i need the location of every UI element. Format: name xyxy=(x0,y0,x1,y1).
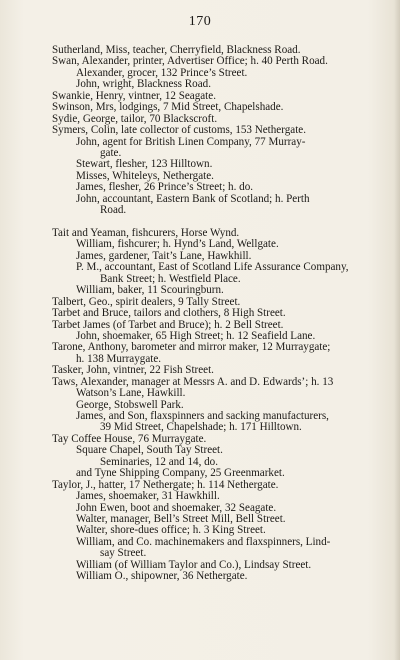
entry-line: Sutherland, Miss, teacher, Cherryfield, Blackness Road. xyxy=(52,44,301,56)
page-number: 170 xyxy=(188,14,212,29)
entry-line: Taylor, J., hatter, 17 Nethergate; h. 114 Nethergate. xyxy=(52,478,279,491)
entry-line: Alexander, grocer, 132 Prince’s Street. xyxy=(76,66,248,79)
entry-line: Misses, Whiteleys, Nethergate. xyxy=(76,169,214,182)
entry-line: William O., shipowner, 36 Nethergate. xyxy=(76,570,248,583)
entry-line: William, fishcurer; h. Hynd’s Land, Wellgate. xyxy=(76,238,279,251)
entry-line: Tait and Yeaman, fishcurers, Horse Wynd. xyxy=(52,227,240,239)
entry-line: Watson’s Lane, Hawkill. xyxy=(76,387,186,400)
entry-line: Swankie, Henry, vintner, 12 Seagate. xyxy=(52,89,216,102)
entry-line: Taws, Alexander, manager at Messrs A. and D. Edwards’; h. 13 xyxy=(52,375,334,388)
entry-line: John, accountant, Eastern Bank of Scotland; h. Perth xyxy=(76,192,310,205)
entry-line: John, wright, Blackness Road. xyxy=(76,78,211,91)
entry-line: Swinson, Mrs, lodgings, 7 Mid Street, Chapelshade. xyxy=(52,101,284,114)
entry-line: Tay Coffee House, 76 Murraygate. xyxy=(52,432,207,445)
entry-line: Bank Street; h. Westfield Place. xyxy=(100,272,241,285)
entry-line: Talbert, Geo., spirit dealers, 9 Tally Street. xyxy=(52,295,241,308)
entry-line: Sydie, George, tailor, 70 Blackscroft. xyxy=(52,112,218,125)
entry-line: John, agent for British Linen Company, 77 Murray- xyxy=(76,135,306,148)
entry-line: 39 Mid Street, Chapelshade; h. 171 Hilltown. xyxy=(100,421,302,434)
entry-line: say Street. xyxy=(100,547,147,560)
entry-line: Road. xyxy=(100,204,127,217)
entry-line: Symers, Colin, late collector of customs, 153 Nethergate. xyxy=(52,124,306,137)
entry-line: Walter, shore-dues office; h. 3 King Street. xyxy=(76,524,266,537)
entry-line: Tarbet James (of Tarbet and Bruce); h. 2 Bell Street. xyxy=(52,318,284,331)
directory-entries xyxy=(52,45,388,583)
entry-line: James, and Son, flaxspinners and sacking manufacturers, xyxy=(76,410,329,422)
entry-line: James, shoemaker, 31 Hawkhill. xyxy=(76,490,220,503)
entry-line: James, flesher, 26 Prince’s Street; h. do. xyxy=(76,181,254,194)
entry-line: William, and Co. machinemakers and flaxspinners, Lind- xyxy=(76,535,331,548)
entry-line: Tasker, John, vintner, 22 Fish Street. xyxy=(52,364,214,377)
entry-line: Tarbet and Bruce, tailors and clothers, 8 High Street. xyxy=(52,307,286,320)
entry-line: George, Stobswell Park. xyxy=(76,398,184,411)
entry-line: William (of William Taylor and Co.), Lindsay Street. xyxy=(76,558,312,571)
page-edge-shadow xyxy=(394,0,400,660)
entry-line: gate. xyxy=(100,146,122,159)
entry-line: James, gardener, Tait’s Lane, Hawkhill. xyxy=(76,249,252,262)
entry-line: and Tyne Shipping Company, 25 Greenmarket. xyxy=(76,467,285,480)
entry-line: Stewart, flesher, 123 Hilltown. xyxy=(76,158,213,171)
entry-line: John, shoemaker, 65 High Street; h. 12 Seafield Lane. xyxy=(76,329,316,342)
entry-line: Square Chapel, South Tay Street. xyxy=(76,444,223,457)
entry-line: Tarone, Anthony, barometer and mirror maker, 12 Murraygate; xyxy=(52,341,331,354)
entry-line: Seminaries, 12 and 14, do. xyxy=(100,455,219,468)
entry-line: John Ewen, boot and shoemaker, 32 Seagate. xyxy=(76,501,277,514)
entry-line: Swan, Alexander, printer, Advertiser Office; h. 40 Perth Road. xyxy=(52,55,328,68)
entry-line: P. M., accountant, East of Scotland Life Assurance Company, xyxy=(76,261,349,274)
entry-line: William, baker, 11 Scouringburn. xyxy=(76,284,224,297)
entry-line: Walter, manager, Bell’s Street Mill, Bell Street. xyxy=(76,512,286,525)
entry-line: h. 138 Murraygate. xyxy=(76,352,162,365)
